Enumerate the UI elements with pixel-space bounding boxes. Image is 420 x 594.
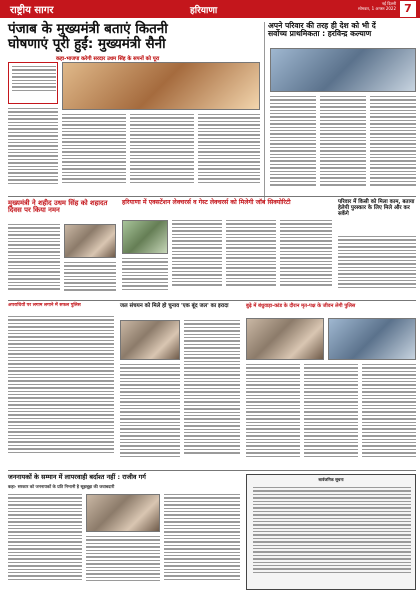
section-divider-3 <box>8 470 416 471</box>
center-story-text-col-3 <box>226 220 276 296</box>
section-divider-2 <box>8 300 416 301</box>
quote-text <box>12 66 56 102</box>
main-text-col-1 <box>8 108 58 192</box>
left-story-text-col-2 <box>64 262 116 296</box>
lower-left-headline: अपराधियों पर लगाम लगाने में सफल पुलिस <box>8 303 81 308</box>
lower-left-text <box>8 316 114 466</box>
column-rule <box>264 22 265 202</box>
main-text-col-3 <box>130 114 194 192</box>
left-story-photo <box>64 224 116 258</box>
right-top-text-col-1 <box>270 96 316 196</box>
lower-right-text-col-3 <box>362 364 416 466</box>
lower-right-headline: बुढ़े में बंधुवाड़ा-कांड के दौरान मृत-पक्ष के जीवन लेगी पुलिस <box>246 303 356 309</box>
right-top-text-col-3 <box>370 96 416 196</box>
center-story-text-col-4 <box>280 220 332 296</box>
left-story-text-col-1 <box>8 224 60 296</box>
center-story-text-col-1 <box>122 258 168 296</box>
main-headline-line-1: पंजाब के मुख्यमंत्री बताएं कितनी <box>8 21 168 37</box>
advertisement-title: सार्वजनिक सूचना <box>318 477 344 482</box>
lower-center-photo <box>120 320 180 360</box>
bottom-headline: जननायकों के सम्मान में लापरवाही बर्दाश्त नहीं : राजीव गर्ग <box>8 473 146 481</box>
right-mid-headline: परिवार में किसी को मिला काम, बताया हेलेपी पुरस्कार के लिए मिले और कर सकेंगे <box>338 199 415 217</box>
edition-city: नई दिल्ली <box>381 1 396 6</box>
advertisement-box <box>246 474 416 590</box>
right-top-headline <box>268 22 416 38</box>
lower-right-photo-1 <box>246 318 324 360</box>
main-text-col-2 <box>62 114 126 192</box>
main-text-col-4 <box>198 114 260 192</box>
main-photo <box>62 62 260 110</box>
advertisement-text <box>253 487 411 585</box>
center-story-photo <box>122 220 168 254</box>
right-top-photo <box>270 48 416 92</box>
bottom-text-col-2 <box>86 536 160 590</box>
section-divider-1 <box>8 196 416 197</box>
bottom-text-col-3 <box>164 494 240 590</box>
lower-center-text-col-2 <box>120 364 180 466</box>
lower-center-headline: जल संचयन को मिले हो चुनाव 'एक बूंद जल' का इरादा <box>120 303 229 309</box>
lower-center-text-col-1 <box>184 320 240 466</box>
right-top-headline-line-2: सर्वोच्च प्राथमिकता : हरविन्द्र कल्याण <box>268 29 372 39</box>
lower-right-photo-2 <box>328 318 416 360</box>
center-story-headline: हरियाणा में एक्सटेंशन लेक्चरर्स व गेस्ट लेक्चरर्स को मिलेगी जॉब सिक्योरिटी <box>122 199 291 206</box>
bottom-text-col-1 <box>8 494 82 590</box>
lower-right-text-col-1 <box>246 364 300 466</box>
main-headline-line-2: घोषणाएं पूरी हुईं: मुख्यमंत्री सैनी <box>8 35 166 52</box>
edition-info <box>358 1 396 11</box>
right-top-text-col-2 <box>320 96 366 196</box>
main-headline <box>8 22 260 51</box>
main-subheadline: कहा-भाजपा करेगी सरदार उधम सिंह के सपनों को पूरा <box>56 56 160 62</box>
newspaper-logo: राष्ट्रीय सागर <box>10 5 54 16</box>
page-number: 7 <box>400 1 416 17</box>
right-top-headline-line-1: अपने परिवार की तरह ही देश को भी दें <box>268 21 376 30</box>
masthead <box>0 0 420 18</box>
lower-right-text-col-2 <box>304 364 358 466</box>
edition-date: सोमवार, 1 अगस्त 2022 <box>358 6 396 11</box>
right-mid-text <box>338 236 416 296</box>
bottom-subheadline: कहा- सरकार को जननायकों के प्रति निभानी है सूझबूझ की जवाबदारी <box>8 484 115 489</box>
bottom-photo <box>86 494 160 532</box>
section-title: हरियाणा <box>190 6 218 16</box>
quote-box <box>8 62 58 104</box>
left-story-headline: मुख्यमंत्री ने शहीद उधम सिंह को शहादत दिवस पर किया नमन <box>8 199 108 215</box>
center-story-text-col-2 <box>172 220 222 296</box>
